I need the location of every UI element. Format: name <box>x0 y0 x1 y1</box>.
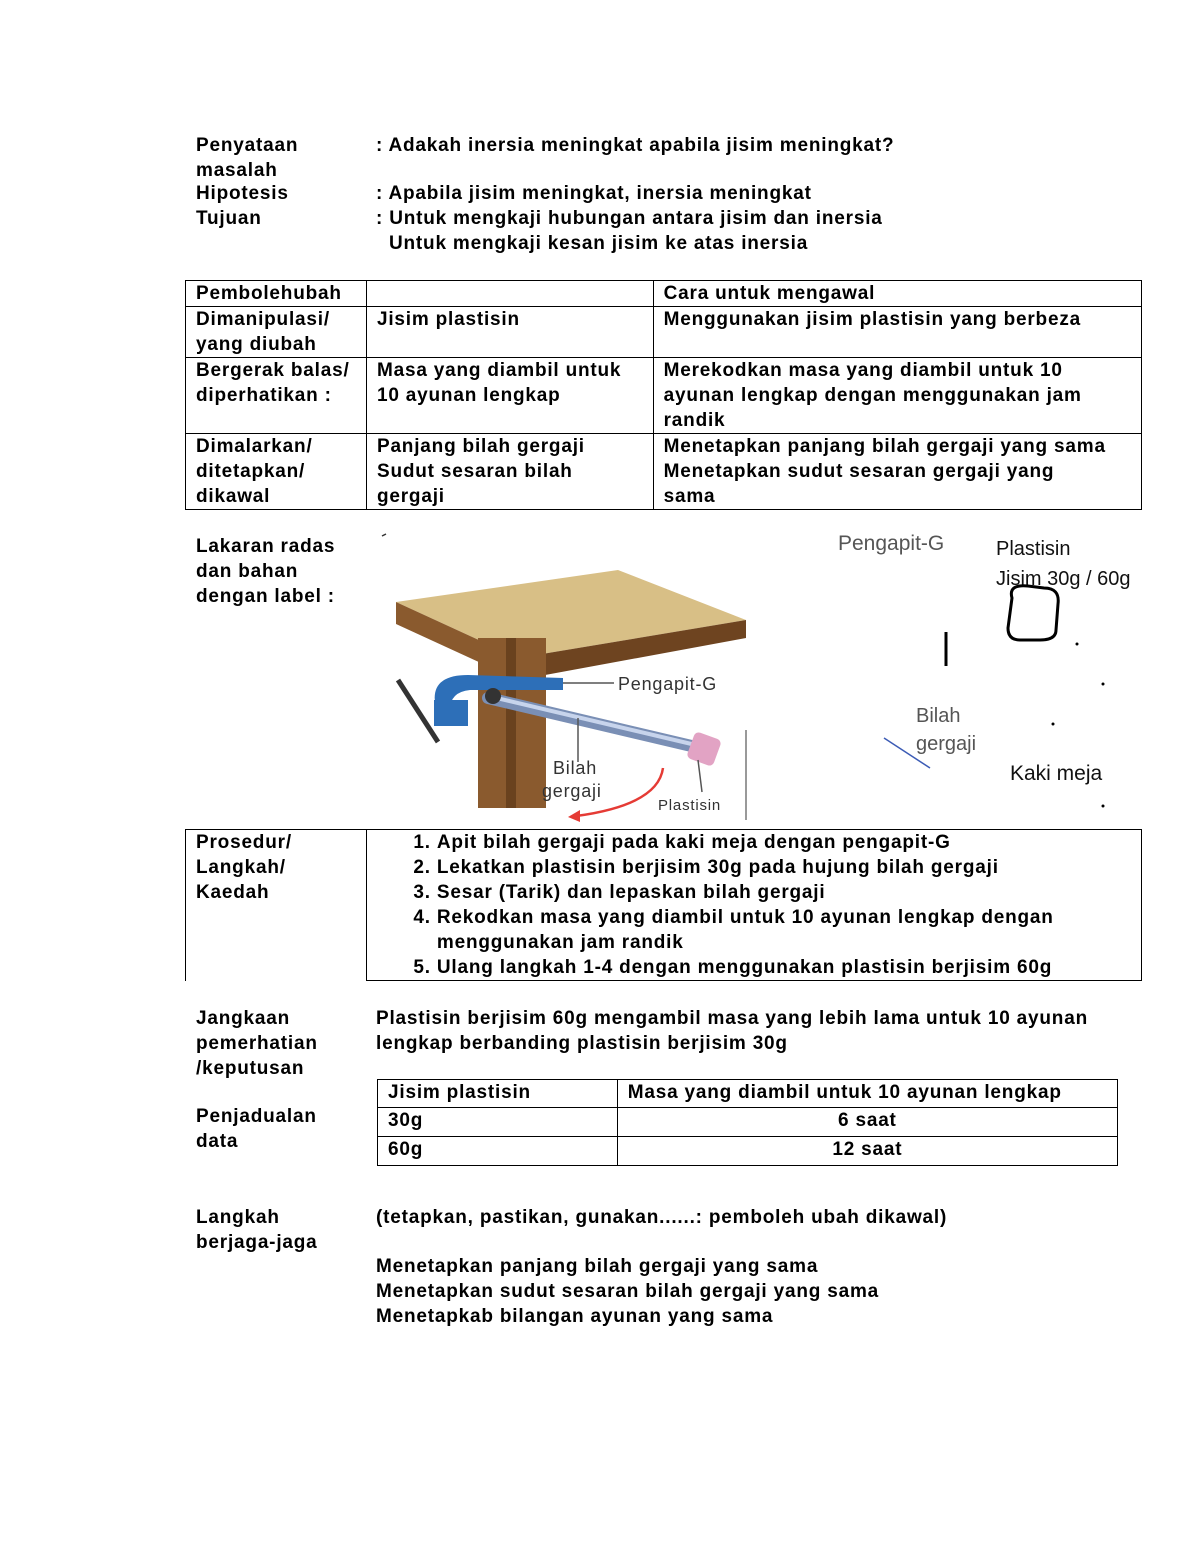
problem-statement-value: : Adakah inersia meningkat apabila jisim meningkat? <box>376 135 895 156</box>
hand-label-mass: Jisim 30g / 60g <box>996 568 1131 590</box>
precautions-list <box>376 1254 879 1329</box>
label-line: Penyataan <box>196 135 299 156</box>
table-row <box>186 434 1142 510</box>
plasticine <box>686 731 722 767</box>
procedure-table <box>185 829 1142 981</box>
data-table-label: Penjadualan data <box>196 1106 317 1152</box>
table-cell: Masa yang diambil untuk 10 ayunan lengkap <box>366 358 653 434</box>
procedure-label: Prosedur/ Langkah/ Kaedah <box>186 830 367 981</box>
expectation-text: Plastisin berjisim 60g mengambil masa yang lebih lama untuk 10 ayunan lengkap berbanding plastisin berjisim 30g <box>376 1008 1088 1054</box>
header-cell: Pembolehubah <box>186 281 367 307</box>
figure-label-blade-1: Bilah <box>553 758 598 778</box>
variables-table <box>185 280 1142 510</box>
data-table <box>377 1079 1118 1166</box>
table-header-row <box>186 281 1142 307</box>
figure-label-clamp: Pengapit-G <box>618 674 718 694</box>
header-cell: Jisim plastisin <box>378 1080 618 1108</box>
hypothesis-label: Hipotesis <box>196 183 289 204</box>
table-cell: Dimalarkan/ ditetapkan/ dikawal <box>186 434 367 510</box>
table-cell: 60g <box>378 1137 618 1166</box>
apparatus-figure <box>378 530 748 822</box>
figure-label-plasticine: Plastisin <box>658 797 722 814</box>
list-item: 5. Ulang langkah 1-4 dengan menggunakan plastisin berjisim 60g <box>437 955 1141 980</box>
list-item: 1. Apit bilah gergaji pada kaki meja dengan pengapit-G <box>437 830 1141 855</box>
table-cell: Menetapkan panjang bilah gergaji yang sama Menetapkan sudut sesaran gergaji yang sama <box>653 434 1141 510</box>
precautions-hint: (tetapkan, pastikan, gunakan......: pemboleh ubah dikawal) <box>376 1207 948 1228</box>
expectation-label: Jangkaan pemerhatian /keputusan <box>196 1008 318 1079</box>
list-item: 4. Rekodkan masa yang diambil untuk 10 ayunan lengkap dengan menggunakan jam randik <box>437 905 1141 955</box>
hand-label-table-leg: Kaki meja <box>1010 762 1103 785</box>
list-item: Menetapkan panjang bilah gergaji yang sama <box>376 1256 819 1277</box>
objective-value: : Untuk mengkaji hubungan antara jisim dan inersia <box>376 208 883 229</box>
table-cell: Panjang bilah gergaji Sudut sesaran bilah gergaji <box>366 434 653 510</box>
sketch-label: Lakaran radas dan bahan dengan label : <box>196 536 336 607</box>
hand-label-clamp: Pengapit-G <box>838 532 945 555</box>
list-item: 2. Lekatkan plastisin berjisim 30g pada hujung bilah gergaji <box>437 855 1141 880</box>
procedure-steps <box>366 830 1141 981</box>
list-item: Menetapkab bilangan ayunan yang sama <box>376 1306 774 1327</box>
header-cell: Masa yang diambil untuk 10 ayunan lengkap <box>617 1080 1117 1108</box>
objective-value-2: Untuk mengkaji kesan jisim ke atas inersia <box>389 233 809 254</box>
table-cell: Jisim plastisin <box>366 307 653 358</box>
header-cell: Cara untuk mengawal <box>653 281 1141 307</box>
header-cell <box>366 281 653 307</box>
hypothesis-value: : Apabila jisim meningkat, inersia meningkat <box>376 183 812 204</box>
objective-label: Tujuan <box>196 208 262 229</box>
table-row <box>378 1137 1118 1166</box>
list-item: Menetapkan sudut sesaran bilah gergaji yang sama <box>376 1281 879 1302</box>
table-cell: 12 saat <box>617 1137 1117 1166</box>
table-cell: Bergerak balas/ diperhatikan : <box>186 358 367 434</box>
figure-label-blade-2: gergaji <box>542 781 602 801</box>
table-cell: Menggunakan jisim plastisin yang berbeza <box>653 307 1141 358</box>
list-item: 3. Sesar (Tarik) dan lepaskan bilah gergaji <box>437 880 1141 905</box>
precautions-label: Langkah berjaga-jaga <box>196 1207 318 1253</box>
table-header-row <box>378 1080 1118 1108</box>
hand-label-plasticine: Plastisin <box>996 538 1071 560</box>
table-cell: 6 saat <box>617 1108 1117 1137</box>
table-row <box>378 1108 1118 1137</box>
table-cell: Dimanipulasi/ yang diubah <box>186 307 367 358</box>
table-cell: 30g <box>378 1108 618 1137</box>
table-row <box>186 307 1142 358</box>
problem-statement-label <box>196 133 366 183</box>
label-line: masalah <box>196 160 278 181</box>
table-cell: Merekodkan masa yang diambil untuk 10 ayunan lengkap dengan menggunakan jam randik <box>653 358 1141 434</box>
hand-label-blade: Bilah gergaji <box>916 705 977 755</box>
steps-list <box>367 830 1141 980</box>
table-row <box>186 830 1142 981</box>
table-row <box>186 358 1142 434</box>
